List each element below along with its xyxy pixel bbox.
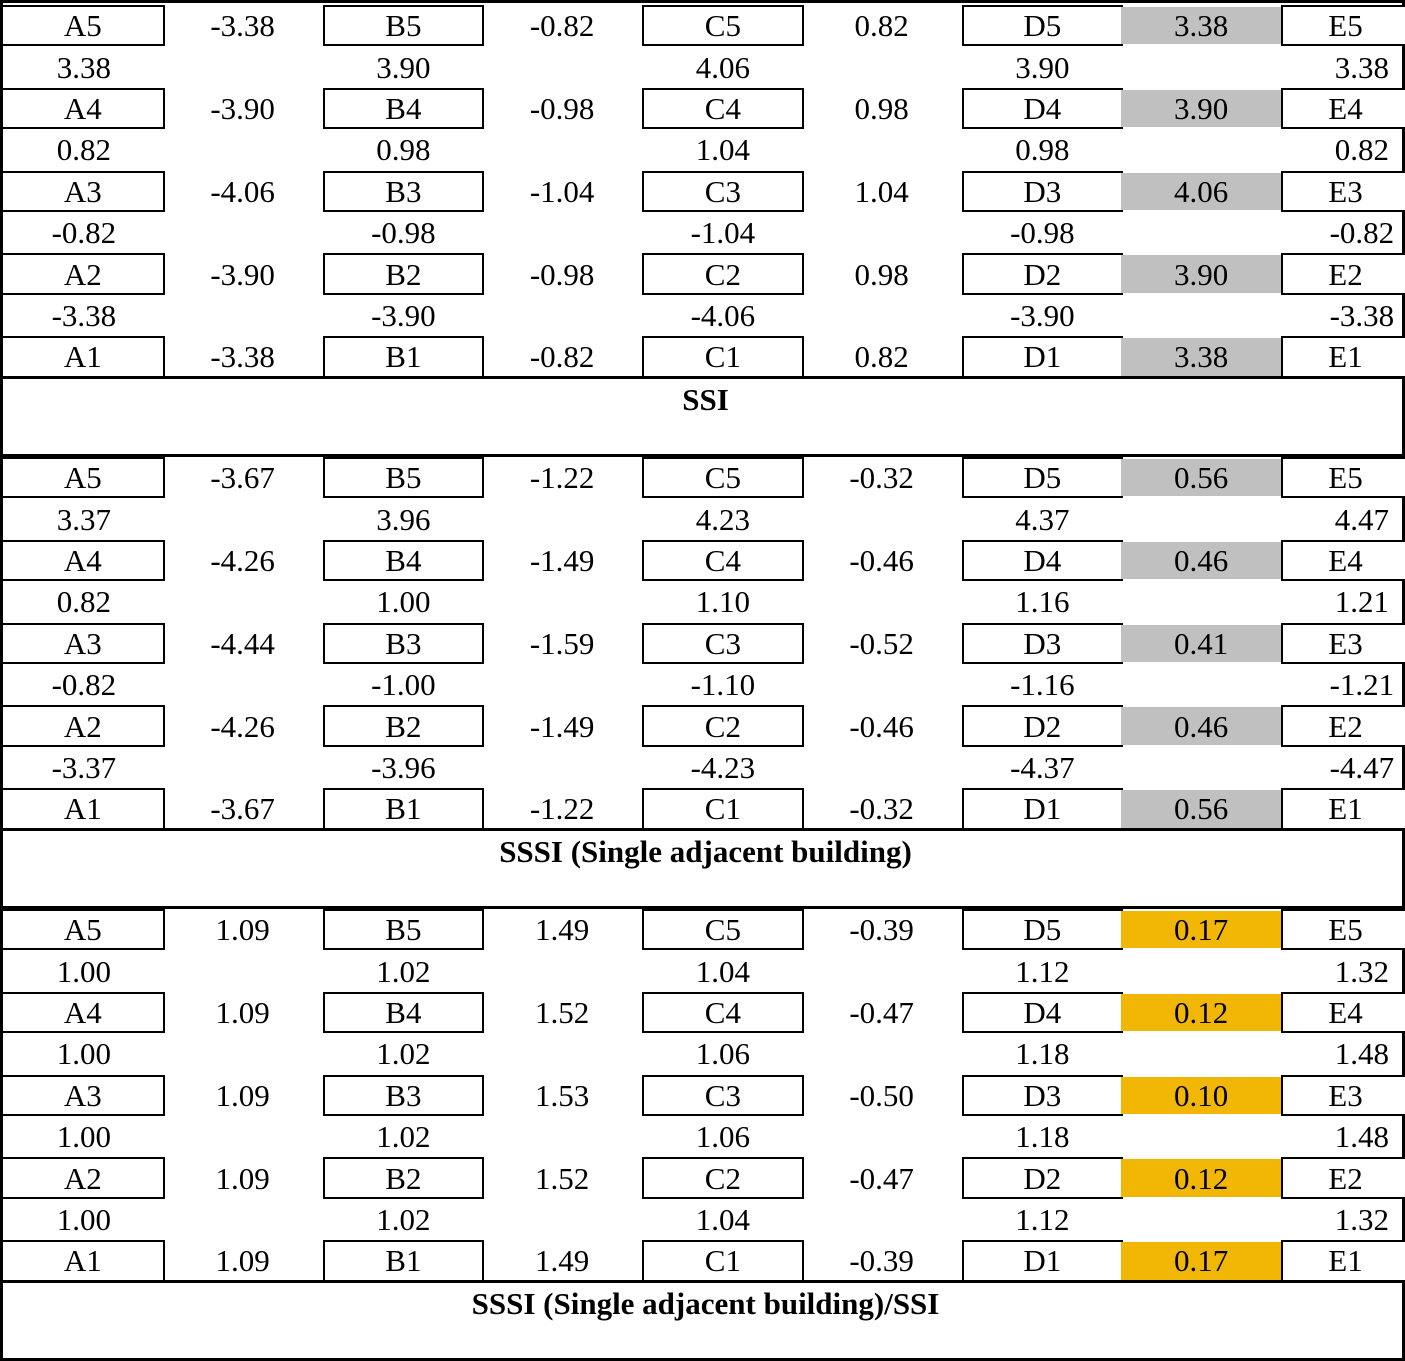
node-label-b5: B5 [323,909,485,950]
node-label-e4: E4 [1281,992,1405,1033]
beam-value: -0.32 [849,460,914,496]
beam-value: -0.82 [529,8,595,44]
column-value: -4.37 [1010,749,1075,785]
node-label-e1: E1 [1281,336,1405,377]
node-label-c1: C1 [642,336,804,377]
node-label-c5: C5 [642,909,804,950]
column-value: 1.48 [1334,1119,1389,1155]
node-label-c5: C5 [642,5,804,46]
column-value: 3.96 [376,501,431,537]
beam-value: -4.26 [210,708,275,744]
node-label-b2: B2 [323,705,485,746]
column-value: 1.00 [56,953,111,989]
node-label-a4: A4 [3,88,165,129]
beam-value: 0.82 [854,8,909,44]
panel-title: SSI [682,382,729,417]
column-value: 1.32 [1334,953,1389,989]
column-value: 1.12 [1015,953,1070,989]
column-value: 3.90 [1015,49,1070,85]
node-label-a2: A2 [3,705,165,746]
node-label-a3: A3 [3,623,165,664]
node-label-b4: B4 [323,88,485,129]
column-value: 1.04 [695,1201,750,1237]
column-value: 4.37 [1015,501,1070,537]
beam-value: 1.04 [854,173,909,209]
beam-value: 0.98 [854,90,909,126]
node-label-a3: A3 [3,1075,165,1116]
node-label-d5: D5 [962,909,1124,950]
column-value: 1.12 [1015,1201,1070,1237]
column-value: -1.21 [1329,667,1395,703]
column-value: 1.02 [376,953,431,989]
column-value: 4.06 [695,49,750,85]
node-label-c4: C4 [642,992,804,1033]
beam-value: 1.49 [535,1243,590,1279]
column-value: -3.38 [1329,297,1395,333]
column-value: 1.02 [376,1036,431,1072]
column-value: 1.06 [695,1119,750,1155]
column-value: 1.04 [695,132,750,168]
node-label-c4: C4 [642,540,804,581]
node-label-a2: A2 [3,1157,165,1198]
node-label-d5: D5 [962,457,1124,498]
column-value: 3.90 [376,49,431,85]
beam-value: 1.09 [215,1243,270,1279]
beam-value: -0.46 [849,542,914,578]
highlighted-beam-value: 0.17 [1121,1242,1281,1279]
beam-value: -1.22 [529,460,595,496]
column-value: 0.82 [56,584,111,620]
column-value: -0.82 [1329,215,1395,251]
beam-value: -1.49 [529,542,595,578]
beam-value: 1.53 [535,1077,590,1113]
node-label-e3: E3 [1281,171,1405,212]
node-label-e3: E3 [1281,1075,1405,1116]
node-label-a4: A4 [3,540,165,581]
column-value: -3.38 [51,297,117,333]
column-value: 1.02 [376,1201,431,1237]
node-label-e4: E4 [1281,540,1405,581]
node-label-b5: B5 [323,5,485,46]
beam-value: 1.09 [215,1160,270,1196]
node-label-e2: E2 [1281,705,1405,746]
panel-title: SSSI (Single adjacent building)/SSI [471,1286,940,1321]
node-label-d4: D4 [962,992,1124,1033]
column-value: -1.04 [690,215,756,251]
node-label-c3: C3 [642,1075,804,1116]
node-label-d2: D2 [962,253,1124,294]
node-label-a5: A5 [3,5,165,46]
beam-value: -0.47 [849,994,914,1030]
column-value: -1.10 [690,667,756,703]
highlighted-beam-value: 0.12 [1121,1159,1281,1196]
highlighted-beam-value: 3.38 [1121,7,1281,44]
node-label-d4: D4 [962,88,1124,129]
column-value: 3.37 [56,501,111,537]
column-value: 0.98 [1015,132,1070,168]
beam-value: -4.06 [210,173,275,209]
column-value: -4.23 [690,749,756,785]
highlighted-beam-value: 0.46 [1121,542,1281,579]
beam-value: -3.67 [210,460,275,496]
beam-value: -3.38 [210,8,275,44]
highlighted-beam-value: 3.90 [1121,255,1281,292]
column-value: -1.16 [1010,667,1075,703]
node-label-b2: B2 [323,253,485,294]
beam-value: -1.22 [529,791,595,827]
node-label-a5: A5 [3,457,165,498]
node-label-d1: D1 [962,336,1124,377]
beam-value: -1.49 [529,708,595,744]
node-label-e1: E1 [1281,1240,1405,1281]
beam-value: -0.46 [849,708,914,744]
highlighted-beam-value: 0.56 [1121,459,1281,496]
node-label-e1: E1 [1281,788,1405,829]
beam-value: -3.67 [210,791,275,827]
highlighted-beam-value: 0.46 [1121,707,1281,744]
node-label-b2: B2 [323,1157,485,1198]
node-label-b3: B3 [323,1075,485,1116]
panel-title: SSSI (Single adjacent building) [499,834,912,869]
beam-value: 1.09 [215,1077,270,1113]
column-value: 0.82 [56,132,111,168]
node-label-e3: E3 [1281,623,1405,664]
node-label-a3: A3 [3,171,165,212]
column-value: 1.16 [1015,584,1070,620]
node-label-d1: D1 [962,1240,1124,1281]
node-label-c4: C4 [642,88,804,129]
beam-value: 1.52 [535,994,590,1030]
column-value: -0.82 [51,667,117,703]
node-label-b1: B1 [323,336,485,377]
column-value: 1.04 [695,953,750,989]
beam-value: -0.39 [849,912,914,948]
beam-value: -4.44 [210,625,275,661]
beam-value: -1.04 [529,173,595,209]
highlighted-beam-value: 0.12 [1121,994,1281,1031]
node-label-c3: C3 [642,171,804,212]
column-value: -3.96 [371,749,436,785]
node-label-b1: B1 [323,1240,485,1281]
column-value: 4.47 [1334,501,1389,537]
highlighted-beam-value: 0.17 [1121,911,1281,948]
node-label-d3: D3 [962,171,1124,212]
highlighted-beam-value: 3.90 [1121,90,1281,127]
beam-value: -0.82 [529,339,595,375]
node-label-d2: D2 [962,1157,1124,1198]
column-value: 1.02 [376,1119,431,1155]
highlighted-beam-value: 4.06 [1121,173,1281,210]
beam-value: -4.26 [210,542,275,578]
node-label-a1: A1 [3,788,165,829]
node-label-c2: C2 [642,705,804,746]
highlighted-beam-value: 0.41 [1121,625,1281,662]
beam-value: -3.90 [210,256,275,292]
node-label-c2: C2 [642,253,804,294]
panel-separator [3,376,1405,379]
panel-separator [3,1280,1405,1283]
beam-value: -0.52 [849,625,914,661]
node-label-d2: D2 [962,705,1124,746]
column-value: 0.98 [376,132,431,168]
node-label-b4: B4 [323,992,485,1033]
node-label-a2: A2 [3,253,165,294]
column-value: 1.06 [695,1036,750,1072]
node-label-c3: C3 [642,623,804,664]
beam-value: -1.59 [529,625,595,661]
node-label-c2: C2 [642,1157,804,1198]
node-label-e5: E5 [1281,457,1405,498]
beam-value: 1.09 [215,994,270,1030]
node-label-c1: C1 [642,1240,804,1281]
column-value: 1.00 [56,1036,111,1072]
column-value: 4.23 [695,501,750,537]
beam-value: -0.39 [849,1243,914,1279]
node-label-c5: C5 [642,457,804,498]
node-label-d1: D1 [962,788,1124,829]
column-value: -4.06 [690,297,756,333]
node-label-d5: D5 [962,5,1124,46]
beam-value: 0.98 [854,256,909,292]
node-label-b5: B5 [323,457,485,498]
beam-value: 0.82 [854,339,909,375]
node-label-b3: B3 [323,171,485,212]
column-value: 1.00 [376,584,431,620]
column-value: 1.18 [1015,1119,1070,1155]
highlighted-beam-value: 0.56 [1121,790,1281,827]
column-value: 1.32 [1334,1201,1389,1237]
node-label-a1: A1 [3,1240,165,1281]
column-value: -4.47 [1329,749,1395,785]
beam-value: 1.52 [535,1160,590,1196]
beam-value: -0.47 [849,1160,914,1196]
node-label-e4: E4 [1281,88,1405,129]
node-label-a4: A4 [3,992,165,1033]
beam-value: -0.50 [849,1077,914,1113]
node-label-c1: C1 [642,788,804,829]
beam-value: 1.49 [535,912,590,948]
column-value: 0.82 [1334,132,1389,168]
column-value: -0.82 [51,215,117,251]
column-value: -3.90 [371,297,436,333]
column-value: -1.00 [371,667,436,703]
column-value: -3.37 [51,749,117,785]
beam-value: -3.38 [210,339,275,375]
node-label-d3: D3 [962,1075,1124,1116]
column-value: 1.18 [1015,1036,1070,1072]
panel-separator [3,828,1405,831]
column-value: 3.38 [1334,49,1389,85]
node-label-b1: B1 [323,788,485,829]
node-label-e2: E2 [1281,1157,1405,1198]
column-value: 1.00 [56,1119,111,1155]
beam-value: -0.98 [529,90,595,126]
column-value: -0.98 [371,215,436,251]
column-value: 1.00 [56,1201,111,1237]
node-label-b4: B4 [323,540,485,581]
node-label-d4: D4 [962,540,1124,581]
node-label-a1: A1 [3,336,165,377]
column-value: 1.48 [1334,1036,1389,1072]
node-label-e2: E2 [1281,253,1405,294]
column-value: -0.98 [1010,215,1075,251]
highlighted-beam-value: 3.38 [1121,338,1281,375]
node-label-d3: D3 [962,623,1124,664]
column-value: 1.21 [1334,584,1389,620]
column-value: 1.10 [695,584,750,620]
highlighted-beam-value: 0.10 [1121,1077,1281,1114]
node-label-e5: E5 [1281,5,1405,46]
node-label-a5: A5 [3,909,165,950]
beam-value: -0.32 [849,791,914,827]
beam-value: -3.90 [210,90,275,126]
column-value: -3.90 [1010,297,1075,333]
beam-value: 1.09 [215,912,270,948]
node-label-e5: E5 [1281,909,1405,950]
beam-value: -0.98 [529,256,595,292]
node-label-b3: B3 [323,623,485,664]
column-value: 3.38 [56,49,111,85]
